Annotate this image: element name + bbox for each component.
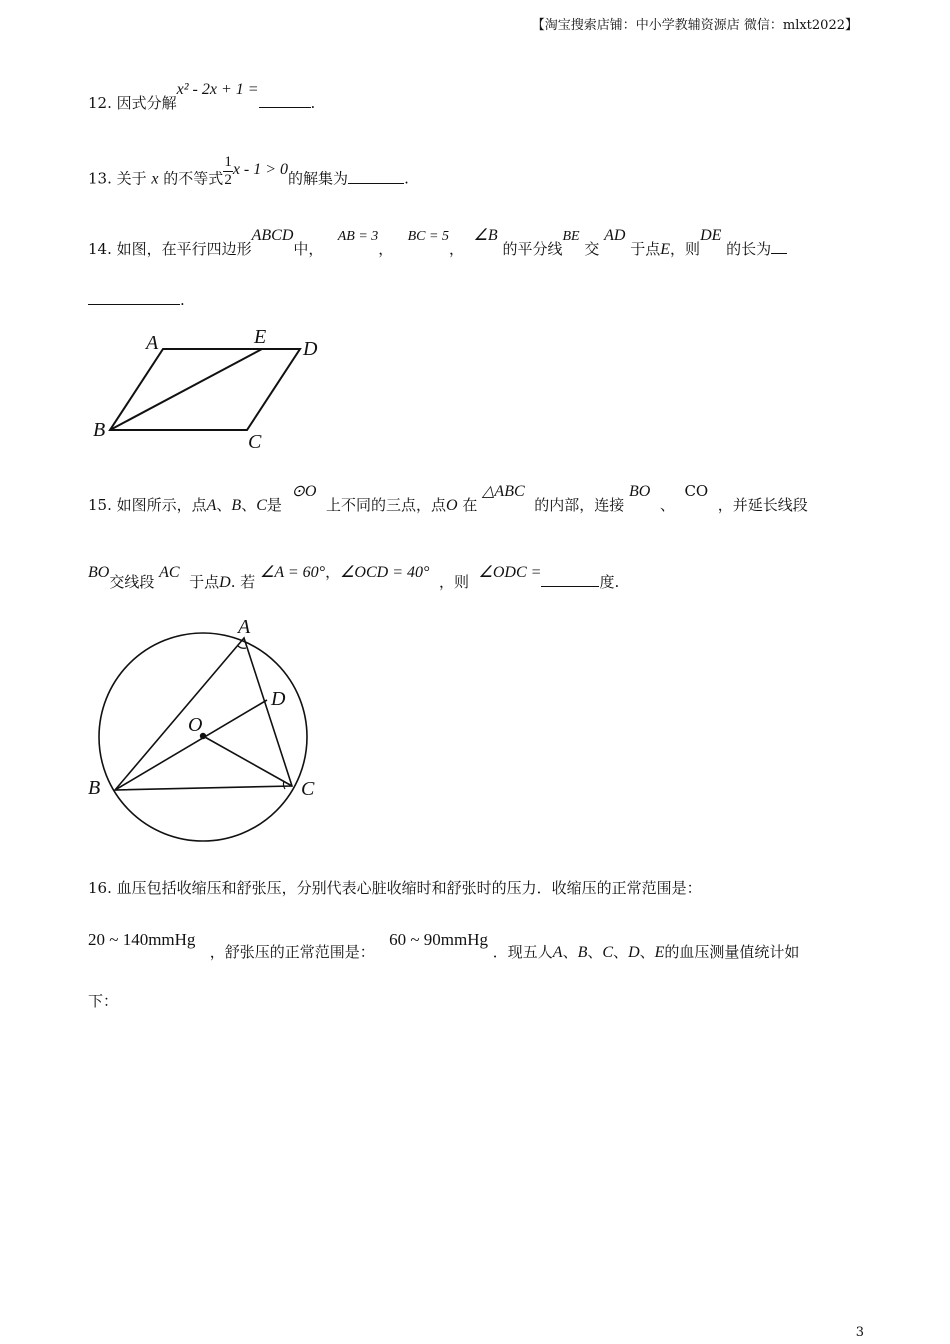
page-header: 【淘宝搜索店铺：中小学教辅资源店 微信：mlxt2022】 [531, 18, 858, 33]
fig15-label-a: A [238, 616, 251, 638]
fig14-label-e: E [254, 326, 267, 348]
q13-fraction: $\frac{1}{2}$ [224, 154, 232, 188]
fig14-label-c: C [248, 431, 262, 453]
fig15-label-c: C [301, 778, 315, 800]
answer-blank-14a[interactable] [771, 239, 787, 254]
answer-blank-15[interactable] [541, 572, 599, 587]
answer-blank-14b[interactable] [88, 290, 180, 305]
question-16-line3: 下： [88, 992, 119, 1010]
diastolic-range: 60 ~ 90mmHg [389, 930, 488, 949]
answer-blank-12[interactable] [259, 93, 311, 108]
fig15-label-o: O [188, 714, 203, 736]
question-15-cont: BO交线段 AC 于点D. 若 ∠A = 60°，∠OCD = 40° ，则 ∠ODC =度. [88, 563, 620, 591]
q12-expression: x² - 2x + 1 = [176, 81, 259, 98]
fig15-label-d: D [271, 688, 286, 710]
systolic-range: 20 ~ 140mmHg [88, 930, 196, 949]
figure-circle-triangle [80, 612, 330, 844]
question-15: 15. 如图所示，点A、B、C是 ⊙O 上不同的三点，点O 在 △ABC 的内部，连接 BO 、 CO ，并延长线段 [88, 482, 808, 514]
question-16-line2: 20 ~ 140mmHg ，舒张压的正常范围是： 60 ~ 90mmHg ．现五人A、B、C、D、E的血压测量值统计如 [88, 930, 800, 961]
question-12: 12. 因式分解x² - 2x + 1 =. [88, 81, 316, 112]
question-13: 13. 关于 x 的不等式 $\frac{1}{2}$ x - 1 > 0的解集为 . [88, 154, 409, 188]
fig14-label-b: B [93, 419, 106, 441]
q13-expression: x - 1 > 0 [232, 160, 289, 178]
question-14: 14. 如图，在平行四边形ABCD中， AB = 3， BC = 5， ∠B 的平分线BE 交 AD 于点E，则DE 的长为 [88, 238, 787, 259]
page-number: 3 [855, 1325, 864, 1340]
question-14-cont: . [88, 290, 185, 309]
answer-blank-13[interactable] [348, 169, 404, 184]
question-16: 16. 血压包括收缩压和舒张压，分别代表心脏收缩时和舒张时的压力．收缩压的正常范围是： [88, 879, 702, 897]
fig14-label-d: D [303, 338, 318, 360]
fig15-label-b: B [88, 777, 101, 799]
fig14-label-a: A [146, 332, 159, 354]
figure-parallelogram [80, 322, 340, 458]
